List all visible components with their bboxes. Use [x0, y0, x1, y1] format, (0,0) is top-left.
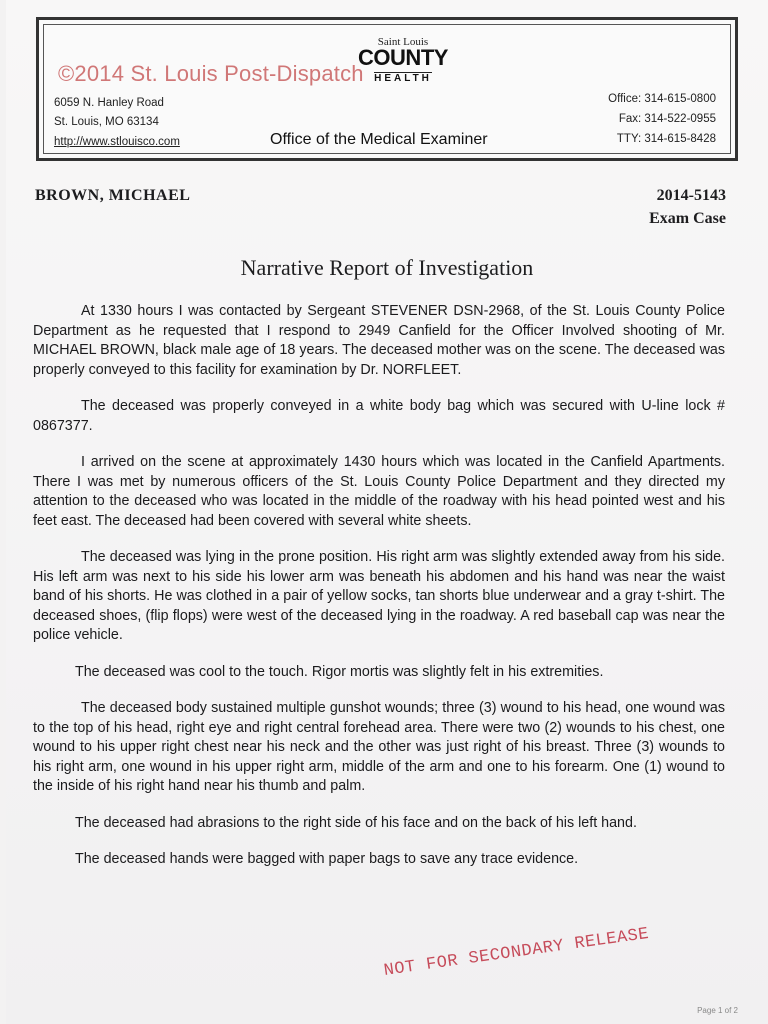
letterhead — [36, 17, 738, 161]
narrative-paragraph: The deceased was properly conveyed in a white body bag which was secured with U-line lock # 0867377. — [33, 398, 725, 434]
office-phone: Office: 314-615-0800 — [608, 93, 716, 105]
tty-number: TTY: 314-615-8428 — [616, 133, 716, 145]
report-title: Narrative Report of Investigation — [240, 255, 534, 280]
logo-sub-text: HEALTH — [374, 73, 432, 84]
letterhead-border — [43, 24, 731, 154]
fax-number: Fax: 314-522-0955 — [618, 113, 716, 125]
copyright-watermark: ©2014 St. Louis Post-Dispatch — [58, 61, 364, 86]
case-number: 2014-5143 — [656, 187, 726, 204]
address-line-2: St. Louis, MO 63134 — [54, 116, 159, 128]
narrative-paragraph: The deceased was cool to the touch. Rigor mortis was slightly felt in his extremities. — [75, 663, 604, 680]
narrative-paragraph: The deceased hands were bagged with paper bags to save any trace evidence. — [75, 851, 579, 867]
document-page — [6, 0, 768, 1024]
decedent-name: BROWN, MICHAEL — [35, 187, 191, 204]
website-link[interactable]: http://www.stlouisco.com — [54, 136, 180, 148]
narrative-body — [33, 302, 725, 887]
logo-top-text: Saint Louis — [377, 36, 429, 48]
release-stamp: NOT FOR SECONDARY RELEASE — [382, 924, 651, 981]
narrative-paragraph: The deceased had abrasions to the right side of his face and on the back of his left hand. — [75, 814, 637, 831]
page-number: Page 1 of 2 — [697, 1006, 738, 1015]
narrative-paragraph: At 1330 hours I was contacted by Sergeant STEVENER DSN-2968, of the St. Louis County Police Department as he requested that I respond to 2949 Canfield for the Officer Involved shooting of Mr. MICHAEL BROWN, black male age of 18 years. The deceased mother was on the scene. The deceased was properly conveyed to this facility for examination by Dr. NORFLEET. — [33, 303, 725, 378]
logo-main-text: COUNTY — [358, 45, 448, 70]
narrative-paragraph: The deceased body sustained multiple gunshot wounds; three (3) wound to his head, one wound was to the top of his head, right eye and right central forehead area. There were two (2) wounds to his chest, one wound to his upper right chest near his neck and the other was just right of his breast. Three (3) wounds to his right arm, one wound in his upper right arm, middle of the arm and one to his forearm. One (1) wound to the inside of his right hand near his thumb and palm. — [33, 700, 725, 794]
county-health-logo — [348, 37, 458, 86]
case-type: Exam Case — [649, 210, 726, 227]
narrative-paragraph: I arrived on the scene at approximately 1430 hours which was located in the Canfield Apartments. There I was met by numerous officers of the St. Louis County Police Department and they directed my attention to the deceased who was located in the middle of the roadway with his head pointed west and his feet east. The deceased had been covered with several white sheets. — [33, 454, 725, 529]
address-line-1: 6059 N. Hanley Road — [54, 97, 164, 109]
narrative-paragraph: The deceased was lying in the prone position. His right arm was slightly extended away from his side. His left arm was next to his side his lower arm was beneath his abdomen and his hand was near the waist band of his shorts. He was clothed in a pair of yellow socks, tan shorts blue underwear and a gray t-shirt. The deceased shoes, (flip flops) were west of the deceased lying in the roadway. A red baseball cap was near the police vehicle. — [33, 549, 725, 643]
office-name: Office of the Medical Examiner — [270, 131, 488, 148]
